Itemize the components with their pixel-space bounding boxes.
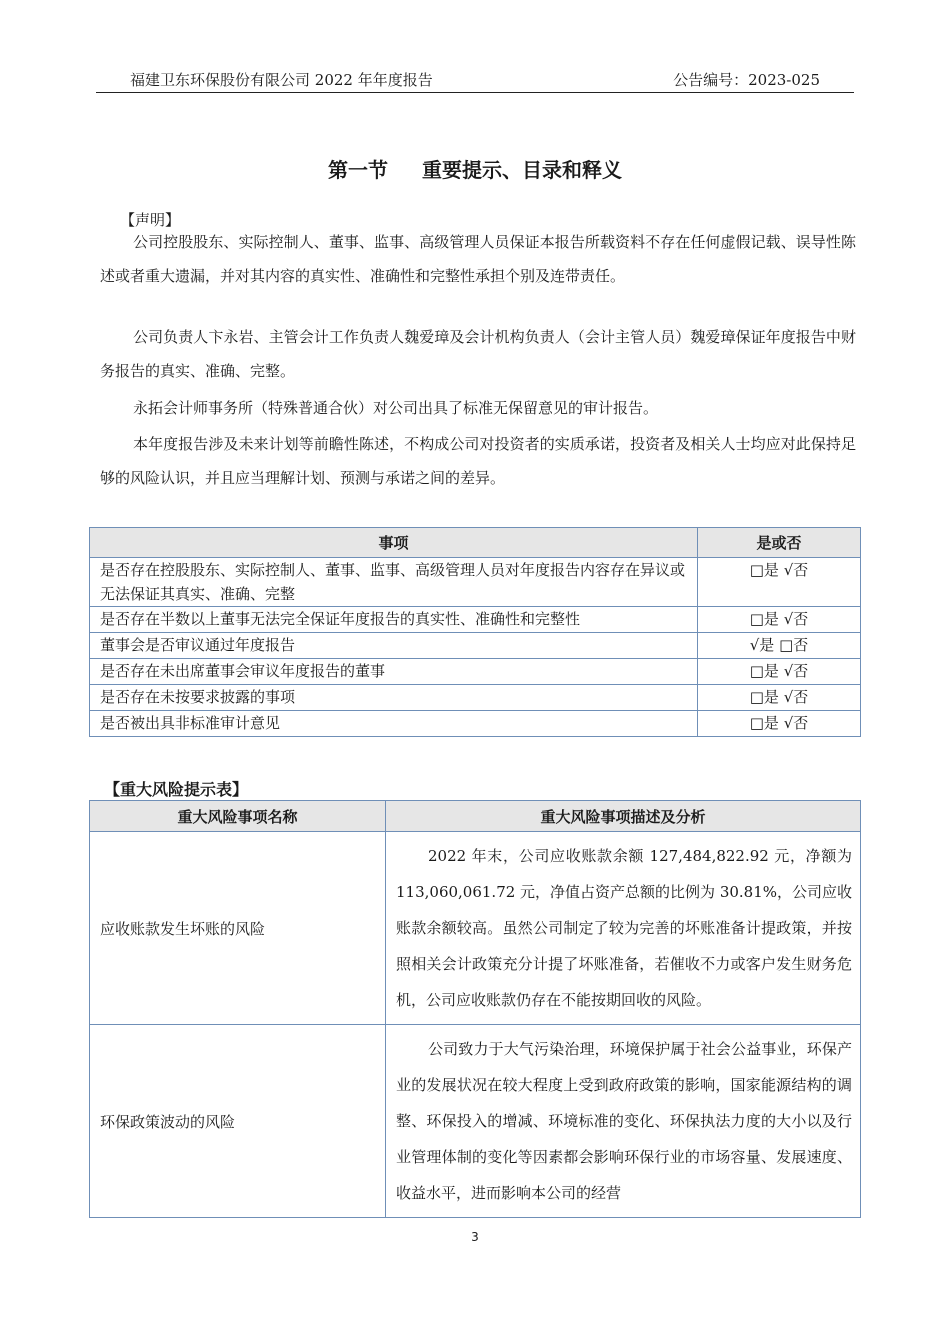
table-row <box>90 633 861 659</box>
section-name: 重要提示、目录和释义 <box>422 158 622 182</box>
table-cell-answer: □是 √否 <box>698 607 861 633</box>
table-row <box>90 1025 861 1218</box>
table-row <box>90 685 861 711</box>
table-cell-item: 是否存在半数以上董事无法完全保证年度报告的真实性、准确性和完整性 <box>90 607 698 633</box>
table-cell-item: 是否存在未按要求披露的事项 <box>90 685 698 711</box>
table-cell-item: 是否存在控股股东、实际控制人、董事、监事、高级管理人员对年度报告内容存在异议或无法保证其真实、准确、完整 <box>90 558 698 607</box>
risk-description-cell: 2022 年末，公司应收账款余额 127,484,822.92 元，净额为 113,060,061.72 元，净值占资产总额的比例为 30.81%，公司应收账款余额较高。虽然公司制定了较为完善的坏账准备计提政策，并按照相关会计政策充分计提了坏账准备，若催收不力或客户发生财务危机，公司应收账款仍存在不能按期回收的风险。 <box>386 832 861 1025</box>
table-row <box>90 607 861 633</box>
table-cell-item: 是否存在未出席董事会审议年度报告的董事 <box>90 659 698 685</box>
risk-name-cell: 环保政策波动的风险 <box>90 1025 386 1218</box>
page-header <box>96 66 854 93</box>
header-announcement-number: 公告编号：2023-025 <box>673 71 820 89</box>
header-company-report: 福建卫东环保股份有限公司 2022 年年度报告 <box>130 71 433 89</box>
section-number: 第一节 <box>328 158 388 182</box>
section-title <box>0 154 950 183</box>
declaration-paragraph: 永拓会计师事务所（特殊普通合伙）对公司出具了标准无保留意见的审计报告。 <box>133 399 659 417</box>
column-header-risk-description: 重大风险事项描述及分析 <box>386 801 861 832</box>
table-row <box>90 711 861 737</box>
table-cell-answer: □是 √否 <box>698 558 861 607</box>
table-header-row <box>90 528 861 558</box>
risk-name-cell: 应收账款发生坏账的风险 <box>90 832 386 1025</box>
column-header-risk-name: 重大风险事项名称 <box>90 801 386 832</box>
table-row <box>90 659 861 685</box>
declaration-heading: 【声明】 <box>120 211 181 229</box>
table-cell-answer: □是 √否 <box>698 659 861 685</box>
table-header-row <box>90 801 861 832</box>
risk-table-title: 【重大风险提示表】 <box>104 780 249 799</box>
column-header-item: 事项 <box>90 528 698 558</box>
table-cell-answer: √是 □否 <box>698 633 861 659</box>
column-header-answer: 是或否 <box>698 528 861 558</box>
page-number: 3 <box>471 1230 479 1244</box>
risk-table <box>89 800 861 1218</box>
declaration-paragraph: 公司控股股东、实际控制人、董事、监事、高级管理人员保证本报告所载资料不存在任何虚假记载、误导性陈述或者重大遗漏，并对其内容的真实性、准确性和完整性承担个别及连带责任。 <box>100 233 856 285</box>
declaration-paragraph: 公司负责人卞永岩、主管会计工作负责人魏爱璋及会计机构负责人（会计主管人员）魏爱璋保证年度报告中财务报告的真实、准确、完整。 <box>100 328 856 380</box>
table-cell-answer: □是 √否 <box>698 711 861 737</box>
table-row <box>90 558 861 607</box>
table-cell-answer: □是 √否 <box>698 685 861 711</box>
risk-description-cell: 公司致力于大气污染治理，环境保护属于社会公益事业，环保产业的发展状况在较大程度上受到政府政策的影响，国家能源结构的调整、环保投入的增减、环境标准的变化、环保执法力度的大小以及行业管理体制的变化等因素都会影响环保行业的市场容量、发展速度、收益水平，进而影响本公司的经营 <box>386 1025 861 1218</box>
table-cell-item: 董事会是否审议通过年度报告 <box>90 633 698 659</box>
declaration-paragraph: 本年度报告涉及未来计划等前瞻性陈述，不构成公司对投资者的实质承诺，投资者及相关人士均应对此保持足够的风险认识，并且应当理解计划、预测与承诺之间的差异。 <box>100 435 856 487</box>
confirmation-table <box>89 527 861 737</box>
table-row <box>90 832 861 1025</box>
table-cell-item: 是否被出具非标准审计意见 <box>90 711 698 737</box>
